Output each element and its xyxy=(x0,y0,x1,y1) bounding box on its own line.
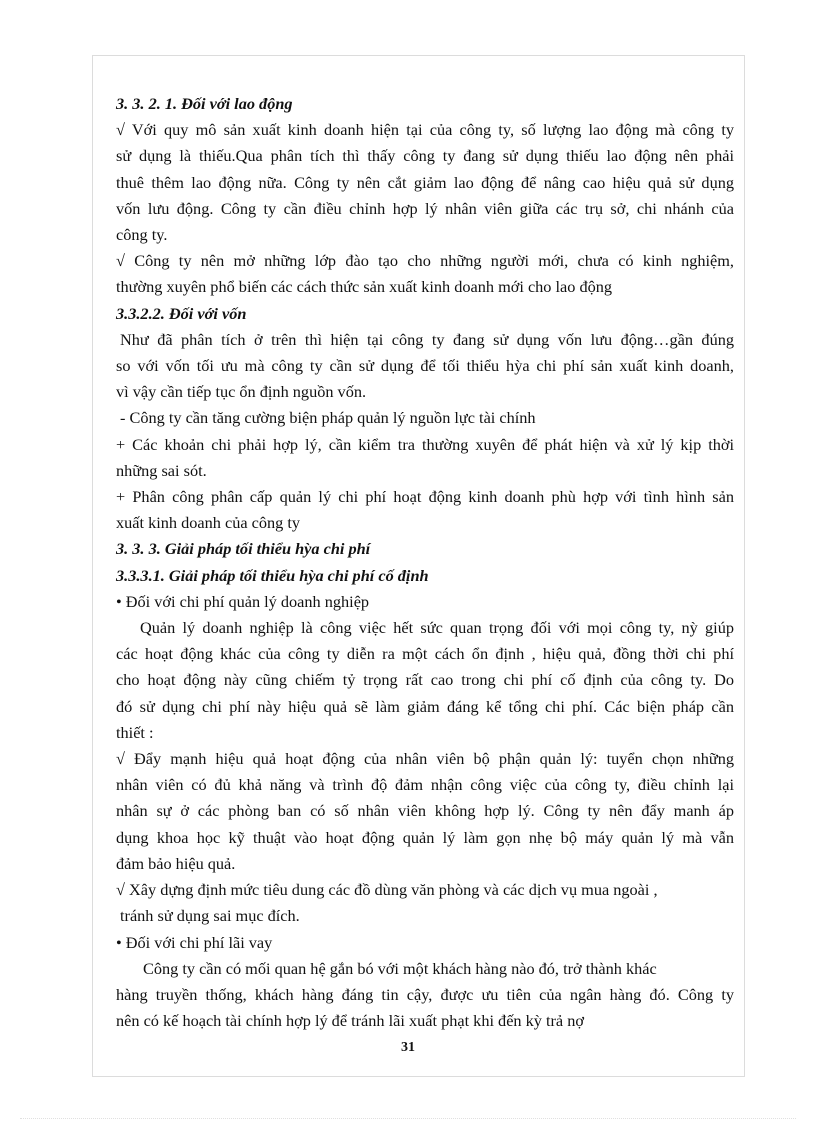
paragraph-line: dụng khoa học kỹ thuật vào hoạt động quản lý làm gọn nhẹ bộ máy quản lý mà vẫn xyxy=(116,827,734,847)
bullet-item: • Đối với chi phí lãi vay xyxy=(116,932,273,952)
paragraph-line: công ty. xyxy=(116,225,168,245)
heading-labor: 3. 3. 2. 1. Đối với lao động xyxy=(116,94,293,113)
paragraph-line: √ Công ty nên mở những lớp đào tạo cho những người mới, chưa có kinh nghiệm, xyxy=(116,251,734,271)
paragraph-line: cho hoạt động này cũng chiếm tỷ trọng rất cao trong chi phí cố định của công ty. Do xyxy=(116,670,734,690)
paragraph-line: đảm bảo hiệu quả. xyxy=(116,853,236,873)
page-number: 31 xyxy=(401,1040,415,1055)
paragraph-line: nhân viên có đủ khả năng và trình độ đảm nhận công việc của công ty, điều chỉnh lại xyxy=(116,775,734,795)
paragraph-line: + Các khoản chi phải hợp lý, cần kiểm tra thường xuyên để phát hiện và xử lý kịp thời xyxy=(116,434,734,454)
heading-cost-minimization: 3. 3. 3. Giải pháp tối thiểu hỳa chi phí xyxy=(116,539,371,559)
paragraph-line: tránh sử dụng sai mục đích. xyxy=(120,906,300,926)
paragraph-line: các hoạt động khác của công ty diễn ra một cách ổn định , hiệu quả, đồng thời chi phí xyxy=(116,644,734,664)
paragraph-line: Quản lý doanh nghiệp là công việc hết sức quan trọng đối với mọi công ty, nỳ giúp xyxy=(140,618,734,638)
paragraph-line: - Công ty cần tăng cường biện pháp quản lý nguồn lực tài chính xyxy=(120,408,536,428)
paragraph-line: thuê thêm lao động nữa. Công ty nên cắt giảm lao động để nâng cao hiệu quả sử dụng xyxy=(116,172,734,192)
paragraph-line: nhân sự ở các phòng ban có số nhân viên không hợp lý. Công ty nên đẩy manh áp xyxy=(116,801,734,821)
paragraph-line: √ Đẩy mạnh hiệu quả hoạt động của nhân viên bộ phận quản lý: tuyển chọn những xyxy=(116,749,734,769)
paragraph-line: √ Với quy mô sản xuất kinh doanh hiện tại của công ty, số lượng lao động mà công ty xyxy=(116,120,734,140)
paragraph-line: nên có kế hoạch tài chính hợp lý để tránh lãi xuất phạt khi đến kỳ trả nợ xyxy=(116,1011,584,1031)
paragraph-line: so với vốn tối ưu mà công ty cần sử dụng để tối thiểu hỳa chi phí sản xuất kinh doanh, xyxy=(116,356,734,376)
bullet-item: • Đối với chi phí quản lý doanh nghiệp xyxy=(116,591,370,611)
paragraph-line: vì vậy cần tiếp tục ổn định nguồn vốn. xyxy=(116,382,367,402)
paragraph-line: Như đã phân tích ở trên thì hiện tại công ty đang sử dụng vốn lưu động…gần đúng xyxy=(120,329,734,349)
paragraph-line: sử dụng là thiếu.Qua phân tích thì thấy công ty đang sử dụng thiếu lao động nên phải xyxy=(116,146,734,166)
paragraph-line: thiết : xyxy=(116,722,154,742)
paragraph-line: vốn lưu động. Công ty cần điều chỉnh hợp lý nhân viên giữa các trụ sở, chi nhánh của xyxy=(116,198,734,218)
document-body xyxy=(116,91,734,1034)
page-bottom-rule xyxy=(20,1118,796,1119)
paragraph-line: + Phân công phân cấp quản lý chi phí hoạt động kinh doanh phù hợp với tình hình sản xyxy=(116,487,734,507)
paragraph-line: hàng truyền thống, khách hàng đáng tin cậy, được ưu tiên của ngân hàng đó. Công ty xyxy=(116,984,734,1004)
paragraph-line: Công ty cần có mối quan hệ gắn bó với một khách hàng nào đó, trở thành khác xyxy=(143,958,657,978)
paragraph-line: √ Xây dựng định mức tiêu dung các đồ dùng văn phòng và các dịch vụ mua ngoài , xyxy=(116,880,658,900)
heading-capital: 3.3.2.2. Đối với vốn xyxy=(116,303,247,323)
paragraph-line: thường xuyên phổ biến các cách thức sản xuất kinh doanh mới cho lao động xyxy=(116,277,613,297)
paragraph-line: xuất kinh doanh của công ty xyxy=(116,513,301,533)
paragraph-line: đó sử dụng chi phí này hiệu quả sẽ làm giảm đáng kể tổng chi phí. Các biện pháp cần xyxy=(116,696,734,716)
paragraph-line: những sai sót. xyxy=(116,460,207,480)
heading-fixed-cost: 3.3.3.1. Giải pháp tối thiểu hỳa chi phí cố định xyxy=(116,565,429,585)
